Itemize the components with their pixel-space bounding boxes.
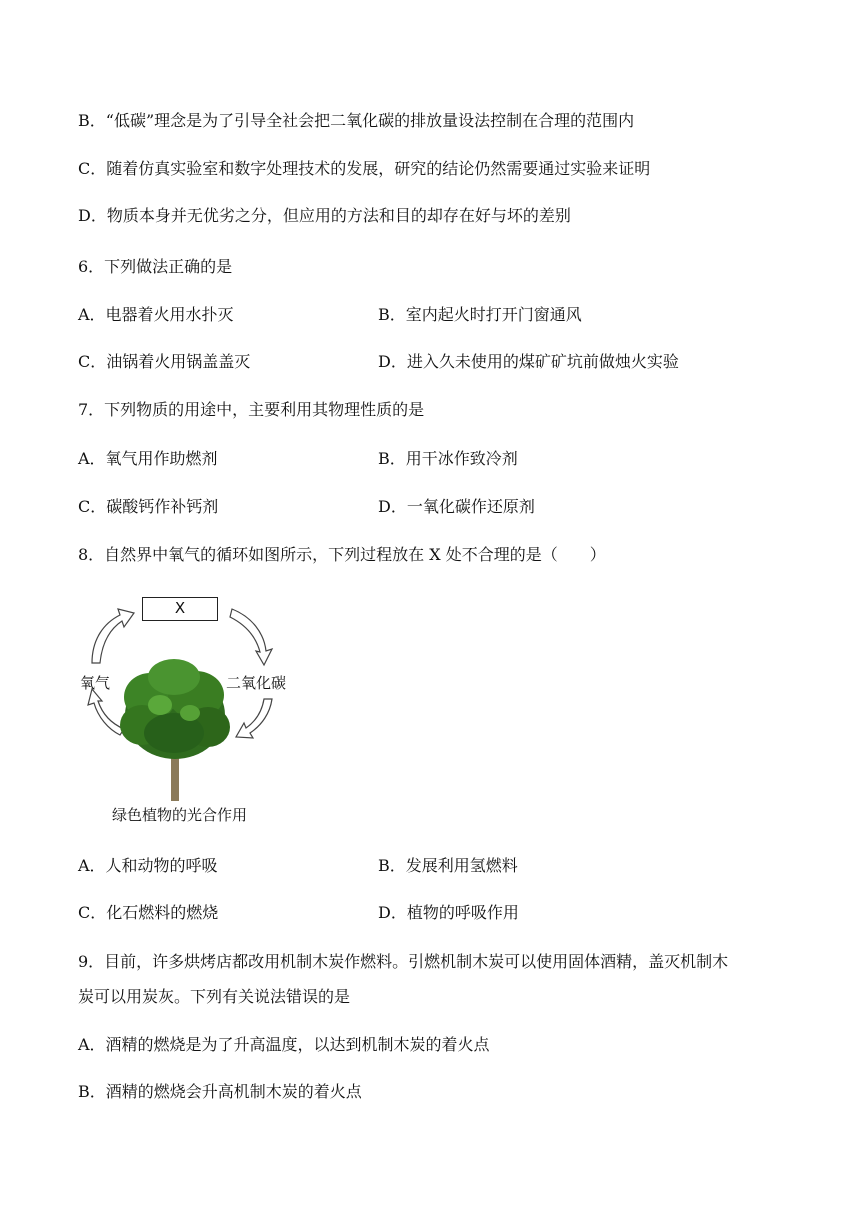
arrow-oxygen-to-x (92, 609, 134, 663)
q6-option-a: A．电器着火用水扑灭 (78, 305, 234, 324)
q7-option-d: D．一氧化碳作还原剂 (378, 497, 535, 516)
oxygen-label: 氧气 (80, 674, 111, 692)
q6-option-d: D．进入久未使用的煤矿矿坑前做烛火实验 (378, 352, 679, 371)
q7-option-a: A．氧气用作助燃剂 (78, 449, 218, 468)
question-7: 7．下列物质的用途中，主要利用其物理性质的是 (78, 400, 425, 419)
q7-option-c: C．碳酸钙作补钙剂 (78, 497, 219, 516)
question-6: 6．下列做法正确的是 (78, 257, 233, 276)
q5-option-c: C．随着仿真实验室和数字处理技术的发展，研究的结论仍然需要通过实验来证明 (78, 159, 651, 178)
q8-option-d: D．植物的呼吸作用 (378, 903, 519, 922)
tree-illustration (120, 659, 230, 801)
question-9-line-1: 9．目前，许多烘烤店都改用机制木炭作燃料。引燃机制木炭可以使用固体酒精，盖灭机制木 (78, 952, 729, 971)
arrow-co2-to-tree (236, 699, 272, 738)
carbon-dioxide-label: 二氧化碳 (226, 674, 287, 692)
q6-option-b: B．室内起火时打开门窗通风 (378, 305, 582, 324)
arrow-x-to-co2 (230, 609, 272, 665)
q9-option-a: A．酒精的燃烧是为了升高温度，以达到机制木炭的着火点 (78, 1035, 490, 1054)
arrow-tree-to-oxygen (88, 689, 124, 735)
q9-option-b: B．酒精的燃烧会升高机制木炭的着火点 (78, 1082, 362, 1101)
question-8: 8．自然界中氧气的循环如图所示，下列过程放在 X 处不合理的是（ ） (78, 545, 606, 564)
diagram-caption: 绿色植物的光合作用 (112, 806, 248, 824)
q5-option-b: B．“低碳”理念是为了引导全社会把二氧化碳的排放量设法控制在合理的范围内 (78, 111, 635, 130)
x-box: X (142, 597, 218, 621)
oxygen-cycle-diagram (70, 585, 310, 835)
q8-option-c: C．化石燃料的燃烧 (78, 903, 219, 922)
q6-option-c: C．油锅着火用锅盖盖灭 (78, 352, 251, 371)
q5-option-d: D．物质本身并无优劣之分，但应用的方法和目的却存在好与坏的差别 (78, 206, 571, 225)
q8-option-b: B．发展利用氢燃料 (378, 856, 518, 875)
q8-option-a: A．人和动物的呼吸 (78, 856, 218, 875)
question-9-line-2: 炭可以用炭灰。下列有关说法错误的是 (78, 987, 351, 1006)
q7-option-b: B．用干冰作致冷剂 (378, 449, 518, 468)
cycle-arrows-and-tree (70, 585, 310, 835)
